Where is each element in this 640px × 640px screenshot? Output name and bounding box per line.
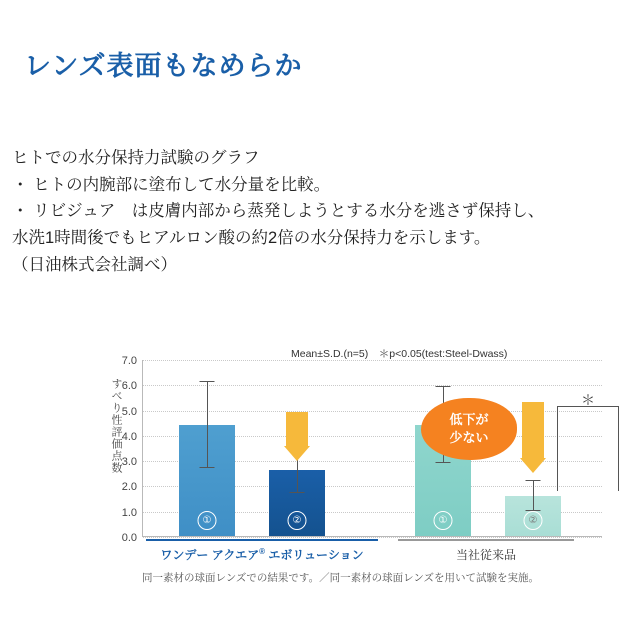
bar-label-2: ② — [288, 511, 307, 530]
group-underline-left — [146, 539, 378, 541]
y-axis-label: すべり性評価点数 — [110, 378, 122, 474]
body-line-3: ・ リビジュア は皮膚内部から蒸発しようとする水分を逃さず保持し、 — [12, 202, 545, 221]
error-bar-1 — [207, 382, 208, 425]
plot-area — [121, 355, 602, 544]
chart-footnote: 同一素材の球面レンズでの結果です。／同一素材の球面レンズを用いて試験を実施。 — [142, 572, 540, 584]
y-tick-label: 0.0 — [121, 532, 137, 544]
y-tick-label: 2.0 — [121, 481, 137, 494]
error-bar-cap-2-bottom — [290, 492, 305, 493]
down-arrow-icon-right — [520, 402, 546, 473]
error-bar-4-lower — [533, 496, 534, 511]
error-bar-cap-4-top — [526, 480, 541, 481]
group-label-right: 当社従来品 — [455, 548, 516, 562]
y-tick-label: 6.0 — [121, 380, 137, 393]
significance-marker: ＊ — [581, 392, 595, 408]
gridline — [121, 355, 602, 367]
group-underline-right — [398, 539, 574, 541]
error-bar-4 — [533, 481, 534, 496]
chart-statistics-note: Mean±S.D.(n=5) ＊p<0.05(test:Steel-Dwass) — [291, 348, 508, 360]
bar-label-4: ② — [524, 511, 543, 530]
y-tick-label: 5.0 — [121, 405, 137, 418]
error-bar-cap-1-top — [200, 381, 215, 382]
error-bar-cap-1-bottom — [200, 467, 215, 468]
y-tick-label: 4.0 — [121, 430, 137, 443]
body-line-1: ヒトでの水分保持力試験のグラフ — [12, 149, 260, 167]
gridline — [121, 532, 602, 544]
body-line-2: ・ ヒトの内腕部に塗布して水分量を比較。 — [12, 175, 331, 194]
bracket-shape — [557, 406, 619, 491]
error-bar-cap-3-top — [436, 386, 451, 387]
body-line-5: （日油株式会社調べ） — [12, 255, 177, 274]
bar-label-3: ① — [434, 511, 453, 530]
body-text — [12, 145, 632, 279]
callout-line-2: 少ない — [449, 430, 489, 445]
error-bar-1-lower — [207, 425, 208, 468]
y-tick-label: 3.0 — [121, 456, 137, 469]
y-tick-label: 7.0 — [121, 355, 137, 367]
chart — [0, 332, 640, 612]
group-label-left-main: ワンデー アクエア — [160, 548, 260, 562]
registered-mark: ® — [259, 547, 266, 556]
gridline — [121, 380, 602, 393]
group-label-left-rest: エボリューション — [265, 548, 364, 562]
callout-line-1: 低下が — [449, 412, 489, 428]
page-title: レンズ表面もなめらか — [24, 51, 303, 81]
y-tick-label: 1.0 — [121, 506, 137, 519]
body-line-4: 水洗1時間後でもヒアルロン酸の約2倍の水分保持力を示します。 — [12, 229, 491, 248]
significance-bracket — [557, 392, 619, 491]
callout-badge — [421, 398, 517, 460]
error-bar-2-lower — [297, 470, 298, 493]
bar-label-1: ① — [198, 511, 217, 530]
group-label-left — [152, 546, 372, 563]
error-bar-cap-3-bottom — [436, 462, 451, 463]
error-bar-cap-4-bottom — [526, 510, 541, 511]
down-arrow-icon-left — [284, 412, 310, 461]
